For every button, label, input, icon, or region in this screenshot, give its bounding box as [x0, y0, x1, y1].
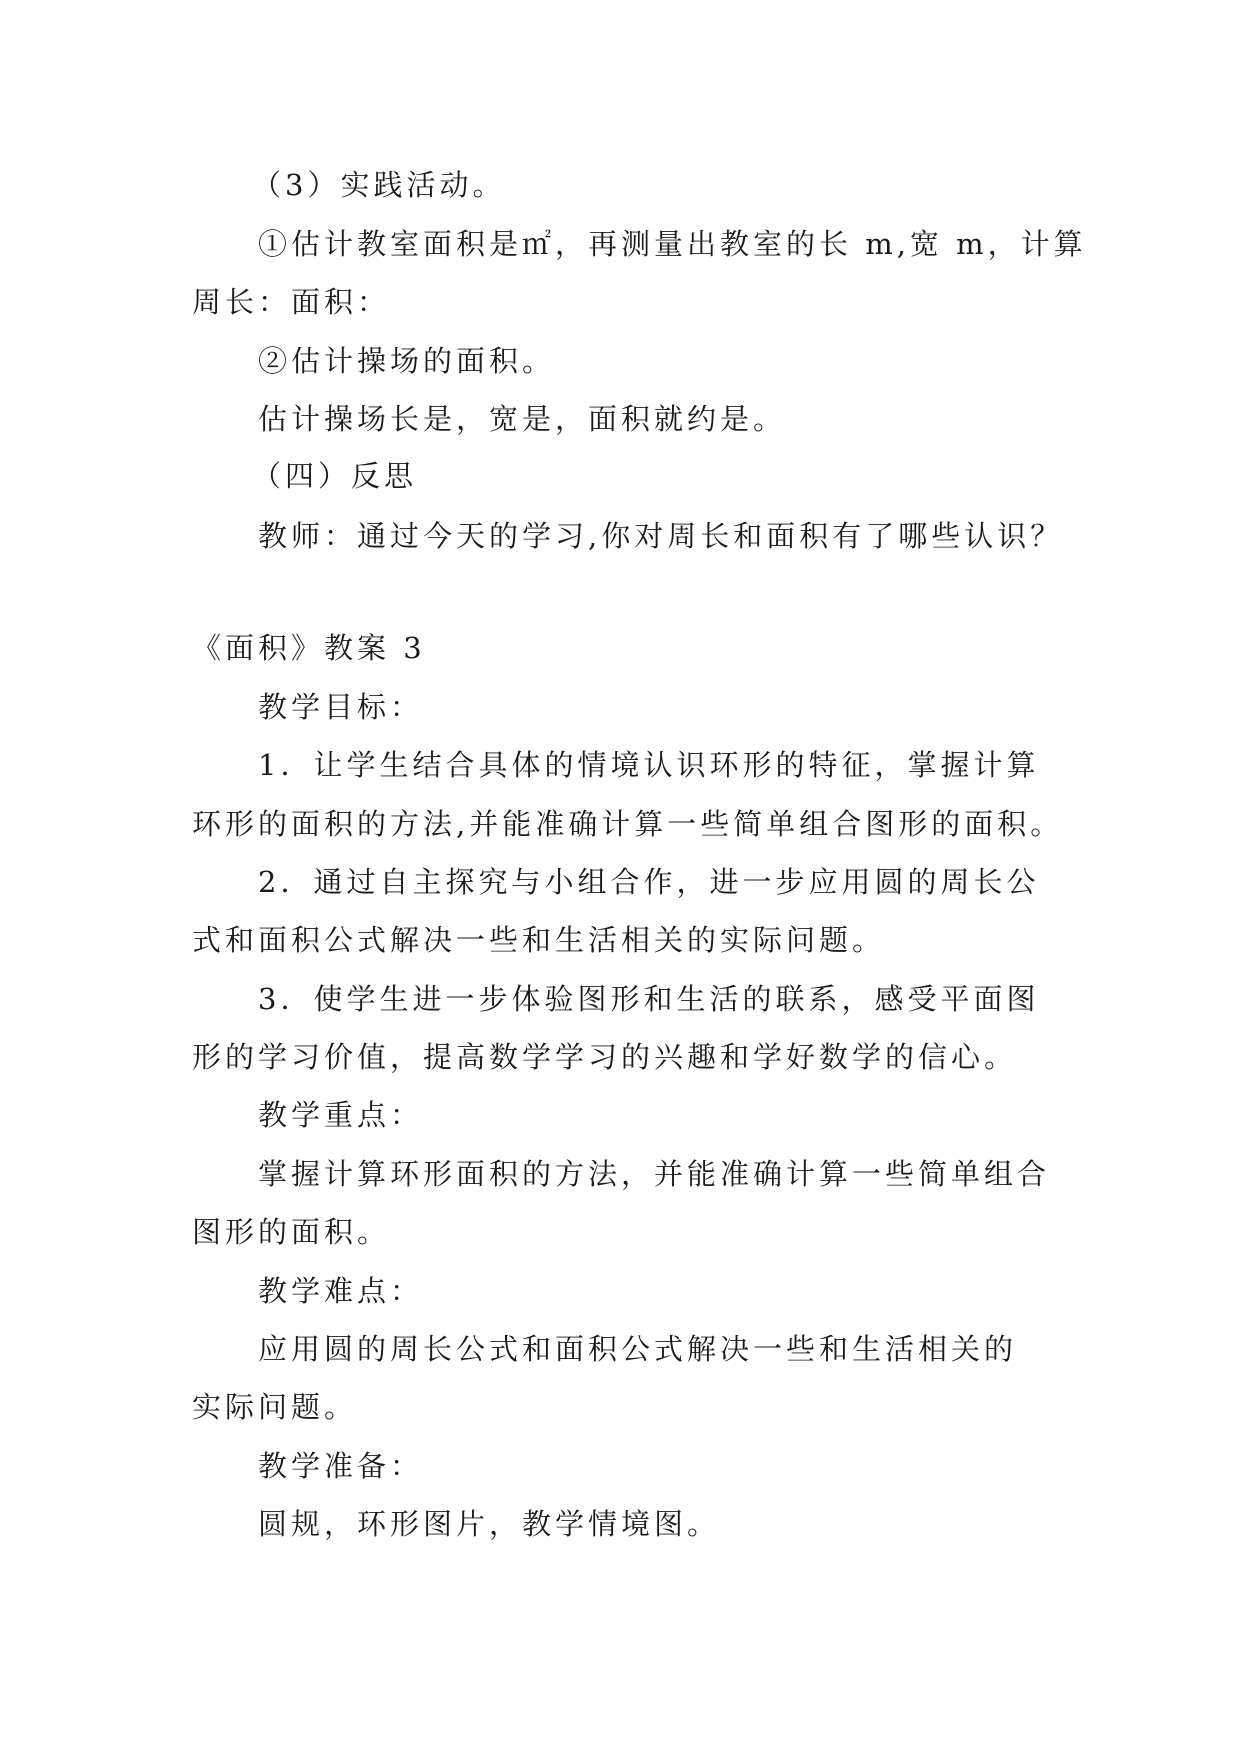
paragraph-line: 教师：通过今天的学习,你对周长和面积有了哪些认识？ — [258, 519, 1064, 553]
teaching-goals-heading: 教学目标： — [258, 690, 424, 724]
paragraph-line: 环形的面积的方法,并能准确计算一些简单组合图形的面积。 — [192, 807, 1064, 841]
section-title: 《面积》教案 3 — [192, 631, 426, 665]
paragraph-line: 式和面积公式解决一些和生活相关的实际问题。 — [192, 923, 886, 957]
paragraph-line: ①估计教室面积是㎡，再测量出教室的长 m,宽 m，计算 — [258, 227, 1087, 261]
paragraph-line: 3．使学生进一步体验图形和生活的联系，感受平面图 — [258, 982, 1040, 1016]
paragraph-line: 圆规，环形图片，教学情境图。 — [258, 1507, 721, 1541]
paragraph-line: 实际问题。 — [192, 1390, 358, 1424]
paragraph-line: ②估计操场的面积。 — [258, 344, 556, 378]
key-points-heading: 教学重点： — [258, 1098, 424, 1132]
paragraph-line: 图形的面积。 — [192, 1215, 391, 1249]
paragraph-line: 2．通过自主探究与小组合作，进一步应用圆的周长公 — [258, 865, 1040, 899]
difficulties-heading: 教学难点： — [258, 1274, 424, 1308]
preparation-heading: 教学准备： — [258, 1449, 424, 1483]
paragraph-line: 掌握计算环形面积的方法，并能准确计算一些简单组合 — [258, 1157, 1051, 1191]
paragraph-line: 应用圆的周长公式和面积公式解决一些和生活相关的 — [258, 1332, 1018, 1366]
reflection-heading: （四）反思 — [252, 459, 418, 493]
paragraph-line: 估计操场长是，宽是，面积就约是。 — [258, 402, 787, 436]
paragraph-line: 1．让学生结合具体的情境认识环形的特征，掌握计算 — [258, 748, 1040, 782]
paragraph-line: 形的学习价值，提高数学学习的兴趣和学好数学的信心。 — [192, 1040, 1018, 1074]
paragraph-line: 周长：面积： — [192, 285, 391, 319]
practice-activity-heading: （3）实践活动。 — [252, 168, 506, 202]
